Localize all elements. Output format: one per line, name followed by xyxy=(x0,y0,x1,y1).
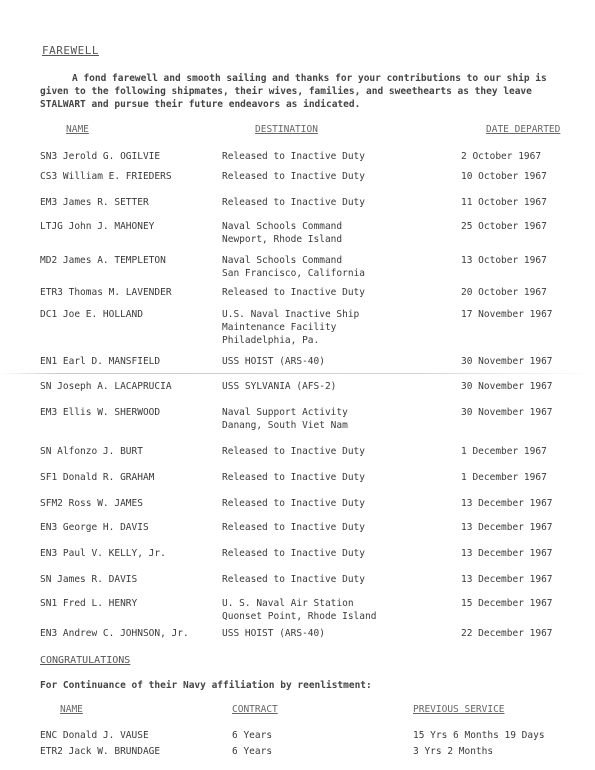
destination-line: Released to Inactive Duty xyxy=(222,472,365,483)
reenlist-name: ENC Donald J. VAUSE xyxy=(40,730,149,741)
departure-date: 1 December 1967 xyxy=(461,446,547,457)
departure-date: 13 December 1967 xyxy=(461,574,553,585)
departure-name: EN3 Andrew C. JOHNSON, Jr. xyxy=(40,628,189,639)
destination-line: Released to Inactive Duty xyxy=(222,287,365,298)
departure-name: SFM2 Ross W. JAMES xyxy=(40,498,143,509)
column-header-previous-service: PREVIOUS SERVICE xyxy=(413,704,505,715)
departure-name: EM3 Ellis W. SHERWOOD xyxy=(40,407,161,418)
destination-line: Philadelphia, Pa. xyxy=(222,335,320,346)
destination-line: Released to Inactive Duty xyxy=(222,151,365,162)
departure-destination xyxy=(222,573,462,586)
intro-paragraph xyxy=(40,72,550,111)
intro-text: A fond farewell and smooth sailing and thanks for your contributions to our ship is given to the following shipmates, their wives, families, and sweethearts as they leave STALWART and pursue their future endeavors as indicated. xyxy=(40,73,547,110)
destination-line: Released to Inactive Duty xyxy=(222,498,365,509)
departure-destination xyxy=(222,196,462,209)
destination-line: USS SYLVANIA (AFS-2) xyxy=(222,381,337,392)
destination-line: San Francisco, California xyxy=(222,268,365,279)
destination-line: Naval Schools Command xyxy=(222,221,343,232)
departure-name: SN Joseph A. LACAPRUCIA xyxy=(40,381,172,392)
departure-destination xyxy=(222,355,462,368)
destination-line: USS HOIST (ARS-40) xyxy=(222,356,325,367)
destination-line: Released to Inactive Duty xyxy=(222,574,365,585)
destination-line: Released to Inactive Duty xyxy=(222,522,365,533)
departure-name: SN1 Fred L. HENRY xyxy=(40,598,138,609)
destination-line: Released to Inactive Duty xyxy=(222,171,365,182)
destination-line: Quonset Point, Rhode Island xyxy=(222,611,377,622)
departure-name: SN Alfonzo J. BURT xyxy=(40,446,143,457)
departure-name: LTJG John J. MAHONEY xyxy=(40,221,155,232)
departure-destination xyxy=(222,521,462,534)
destination-line: Released to Inactive Duty xyxy=(222,548,365,559)
departure-destination xyxy=(222,254,462,280)
departure-name: ETR3 Thomas M. LAVENDER xyxy=(40,287,172,298)
departure-date: 1 December 1967 xyxy=(461,472,547,483)
destination-line: Maintenance Facility xyxy=(222,322,337,333)
departure-name: SN James R. DAVIS xyxy=(40,574,138,585)
departure-destination xyxy=(222,220,462,246)
departure-name: SN3 Jerold G. OGILVIE xyxy=(40,151,161,162)
scan-artifact-line xyxy=(0,373,595,374)
destination-line: USS HOIST (ARS-40) xyxy=(222,628,325,639)
destination-line: Naval Support Activity xyxy=(222,407,348,418)
reenlist-previous-service: 15 Yrs 6 Months 19 Days xyxy=(413,730,545,741)
reenlist-contract: 6 Years xyxy=(232,730,273,741)
departure-date: 13 October 1967 xyxy=(461,255,547,266)
departure-name: SF1 Donald R. GRAHAM xyxy=(40,472,155,483)
departure-date: 17 November 1967 xyxy=(461,309,553,320)
departure-destination xyxy=(222,497,462,510)
column-header-date: DATE DEPARTED xyxy=(486,124,561,135)
farewell-heading: FAREWELL xyxy=(42,44,99,57)
destination-line: Naval Schools Command xyxy=(222,255,343,266)
column-header-name: NAME xyxy=(66,124,89,135)
departure-date: 15 December 1967 xyxy=(461,598,553,609)
destination-line: U. S. Naval Air Station xyxy=(222,598,354,609)
departure-date: 22 December 1967 xyxy=(461,628,553,639)
departure-destination xyxy=(222,308,462,347)
departure-name: EN1 Earl D. MANSFIELD xyxy=(40,356,161,367)
departure-destination xyxy=(222,597,462,623)
departure-date: 13 December 1967 xyxy=(461,522,553,533)
destination-line: U.S. Naval Inactive Ship xyxy=(222,309,360,320)
departure-date: 10 October 1967 xyxy=(461,171,547,182)
departure-date: 30 November 1967 xyxy=(461,381,553,392)
departure-name: EN3 Paul V. KELLY, Jr. xyxy=(40,548,166,559)
departure-destination xyxy=(222,170,462,183)
departure-destination xyxy=(222,380,462,393)
departure-name: EN3 George H. DAVIS xyxy=(40,522,149,533)
departure-name: MD2 James A. TEMPLETON xyxy=(40,255,166,266)
departure-destination xyxy=(222,445,462,458)
departure-destination xyxy=(222,471,462,484)
departure-name: EM3 James R. SETTER xyxy=(40,197,149,208)
departure-destination xyxy=(222,627,462,640)
continuance-line: For Continuance of their Navy affiliation by reenlistment: xyxy=(40,680,372,691)
destination-line: Released to Inactive Duty xyxy=(222,197,365,208)
departure-destination xyxy=(222,406,462,432)
departure-date: 25 October 1967 xyxy=(461,221,547,232)
departure-date: 30 November 1967 xyxy=(461,407,553,418)
departure-date: 11 October 1967 xyxy=(461,197,547,208)
departure-name: DC1 Joe E. HOLLAND xyxy=(40,309,143,320)
departure-date: 13 December 1967 xyxy=(461,498,553,509)
reenlist-previous-service: 3 Yrs 2 Months xyxy=(413,746,494,757)
departure-date: 20 October 1967 xyxy=(461,287,547,298)
departure-destination xyxy=(222,150,462,163)
departure-destination xyxy=(222,286,462,299)
departure-destination xyxy=(222,547,462,560)
destination-line: Newport, Rhode Island xyxy=(222,234,343,245)
reenlist-name: ETR2 Jack W. BRUNDAGE xyxy=(40,746,161,757)
departure-name: CS3 William E. FRIEDERS xyxy=(40,171,172,182)
destination-line: Danang, South Viet Nam xyxy=(222,420,348,431)
destination-line: Released to Inactive Duty xyxy=(222,446,365,457)
column-header-destination: DESTINATION xyxy=(255,124,318,135)
column-header-name-2: NAME xyxy=(60,704,83,715)
departure-date: 2 October 1967 xyxy=(461,151,542,162)
departure-date: 30 November 1967 xyxy=(461,356,553,367)
column-header-contract: CONTRACT xyxy=(232,704,278,715)
congratulations-heading: CONGRATULATIONS xyxy=(40,655,131,666)
reenlist-contract: 6 Years xyxy=(232,746,273,757)
departure-date: 13 December 1967 xyxy=(461,548,553,559)
